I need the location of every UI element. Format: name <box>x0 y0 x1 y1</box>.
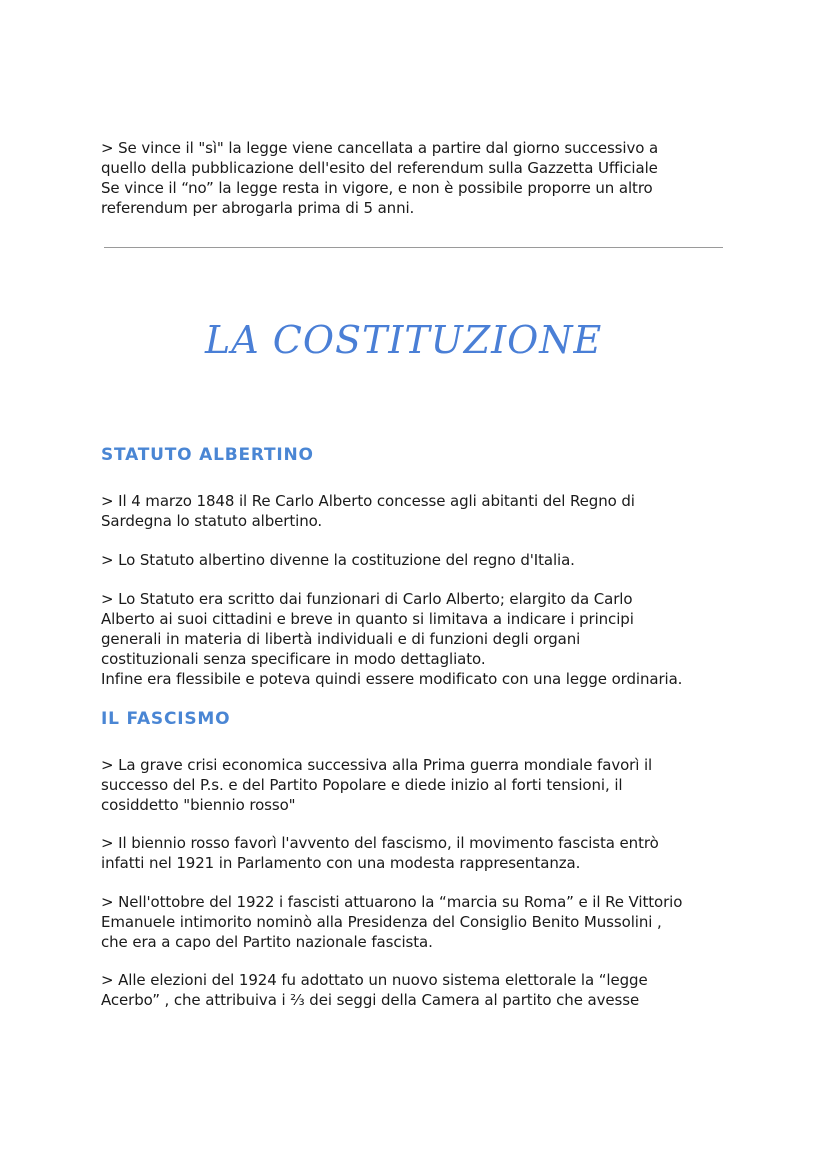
text-line: infatti nel 1921 in Parlamento con una modesta rappresentanza. <box>101 854 581 872</box>
text-line: Emanuele intimorito nominò alla Presidenza del Consiglio Benito Mussolini , <box>101 913 662 931</box>
text-line: > Se vince il "sì" la legge viene cancellata a partire dal giorno successivo a <box>101 139 659 157</box>
text-line: > Nell'ottobre del 1922 i fascisti attuarono la “marcia su Roma” e il Re Vittorio <box>101 893 683 911</box>
text-line: generali in materia di libertà individuali e di funzioni degli organi <box>101 630 581 648</box>
text-line: cosiddetto "biennio rosso" <box>101 796 296 814</box>
fascismo-paragraph-1 <box>101 755 741 815</box>
text-line: > Il biennio rosso favorì l'avvento del fascismo, il movimento fascista entrò <box>101 834 659 852</box>
text-line: > Il 4 marzo 1848 il Re Carlo Alberto concesse agli abitanti del Regno di <box>101 492 635 510</box>
page-title: LA COSTITUZIONE <box>205 318 603 362</box>
text-line: > Lo Statuto albertino divenne la costituzione del regno d'Italia. <box>101 551 575 569</box>
text-line: Alberto ai suoi cittadini e breve in quanto si limitava a indicare i principi <box>101 610 634 628</box>
text-line: > Lo Statuto era scritto dai funzionari di Carlo Alberto; elargito da Carlo <box>101 590 633 608</box>
fascismo-paragraph-3 <box>101 892 741 952</box>
section-heading-statuto: STATUTO ALBERTINO <box>101 445 314 465</box>
statuto-paragraph-3 <box>101 589 741 689</box>
fascismo-paragraph-2 <box>101 833 741 873</box>
section-heading-fascismo: IL FASCISMO <box>101 709 231 729</box>
text-line: referendum per abrogarla prima di 5 anni. <box>101 199 415 217</box>
text-line: quello della pubblicazione dell'esito del referendum sulla Gazzetta Ufficiale <box>101 159 658 177</box>
text-line: Sardegna lo statuto albertino. <box>101 512 323 530</box>
intro-paragraph <box>101 138 741 218</box>
horizontal-divider <box>104 247 723 248</box>
statuto-paragraph-2 <box>101 550 741 570</box>
text-line: > La grave crisi economica successiva alla Prima guerra mondiale favorì il <box>101 756 653 774</box>
text-line: che era a capo del Partito nazionale fascista. <box>101 933 433 951</box>
fascismo-paragraph-4 <box>101 970 741 1010</box>
text-line: Infine era flessibile e poteva quindi essere modificato con una legge ordinaria. <box>101 670 683 688</box>
text-line: > Alle elezioni del 1924 fu adottato un nuovo sistema elettorale la “legge <box>101 971 648 989</box>
text-line: successo del P.s. e del Partito Popolare e diede inizio al forti tensioni, il <box>101 776 623 794</box>
text-line: Se vince il “no” la legge resta in vigore, e non è possibile proporre un altro <box>101 179 653 197</box>
text-line: Acerbo” , che attribuiva i ⅔ dei seggi della Camera al partito che avesse <box>101 991 640 1009</box>
text-line: costituzionali senza specificare in modo dettagliato. <box>101 650 486 668</box>
statuto-paragraph-1 <box>101 491 741 531</box>
